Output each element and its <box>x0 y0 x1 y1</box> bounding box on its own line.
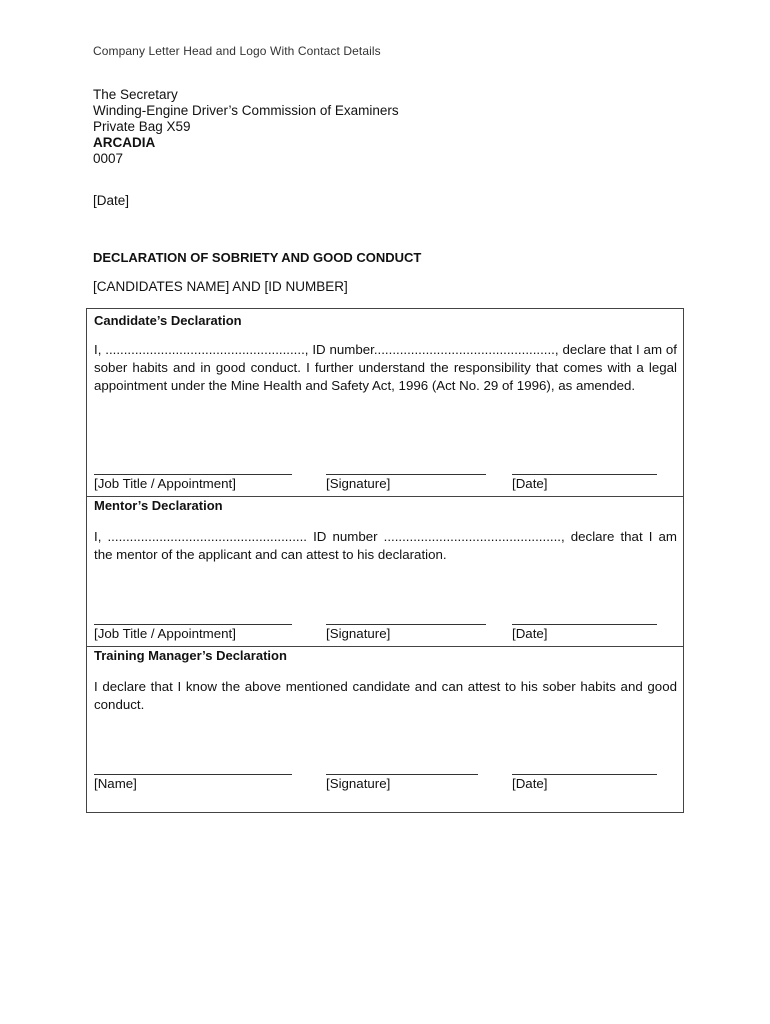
recipient-address <box>93 87 399 167</box>
name-field[interactable] <box>94 760 292 791</box>
section-body: I declare that I know the above mentioned candidate and can attest to his sober habits and good conduct. <box>94 679 677 712</box>
signature-line <box>512 610 657 625</box>
field-label: [Date] <box>512 476 548 491</box>
field-label: [Name] <box>94 776 137 791</box>
signature-row <box>94 760 677 794</box>
section-title: Training Manager’s Declaration <box>94 648 287 663</box>
address-city: ARCADIA <box>93 135 156 150</box>
signature-line <box>326 610 486 625</box>
date-field[interactable] <box>512 760 657 791</box>
section-title: Mentor’s Declaration <box>94 498 223 513</box>
field-label: [Date] <box>512 626 548 641</box>
letterhead-placeholder: Company Letter Head and Logo With Contact Details <box>93 44 381 58</box>
date-field[interactable] <box>512 460 657 491</box>
section-title: Candidate’s Declaration <box>94 313 242 328</box>
document-title: DECLARATION OF SOBRIETY AND GOOD CONDUCT <box>93 250 422 265</box>
date-placeholder: [Date] <box>93 193 130 208</box>
address-line-3: Private Bag X59 <box>93 119 191 134</box>
job-title-field[interactable] <box>94 460 292 491</box>
signature-row <box>94 460 677 494</box>
training-manager-declaration-section <box>87 647 683 813</box>
signature-line <box>326 460 486 475</box>
field-label: [Date] <box>512 776 548 791</box>
signature-line <box>94 460 292 475</box>
signature-field[interactable] <box>326 760 478 791</box>
declaration-table <box>86 308 684 813</box>
address-line-2: Winding-Engine Driver’s Commission of Examiners <box>93 103 399 118</box>
address-line-1: The Secretary <box>93 87 178 102</box>
signature-line <box>94 610 292 625</box>
signature-field[interactable] <box>326 460 486 491</box>
field-label: [Signature] <box>326 776 391 791</box>
signature-row <box>94 610 677 644</box>
field-label: [Job Title / Appointment] <box>94 476 236 491</box>
signature-line <box>326 760 478 775</box>
section-body: I, ...................................................... ID number ................................................, declare that I am the mentor of the applicant and can attest to his declaration. <box>94 529 677 562</box>
mentor-declaration-section <box>87 497 683 647</box>
section-body: I, ......................................................, ID number................................................., declare that I am of sober habits and in good conduct. I further understand the responsibility that comes with a legal appointment under the Mine Health and Safety Act, 1996 (Act No. 29 of 1996), as amended. <box>94 342 677 393</box>
signature-field[interactable] <box>326 610 486 641</box>
candidate-name-id-placeholder: [CANDIDATES NAME] AND [ID NUMBER] <box>93 279 348 294</box>
address-postal-code: 0007 <box>93 151 124 166</box>
field-label: [Signature] <box>326 476 391 491</box>
signature-line <box>512 460 657 475</box>
signature-line <box>94 760 292 775</box>
job-title-field[interactable] <box>94 610 292 641</box>
field-label: [Job Title / Appointment] <box>94 626 236 641</box>
date-field[interactable] <box>512 610 657 641</box>
signature-line <box>512 760 657 775</box>
candidate-declaration-section <box>87 309 683 497</box>
field-label: [Signature] <box>326 626 391 641</box>
